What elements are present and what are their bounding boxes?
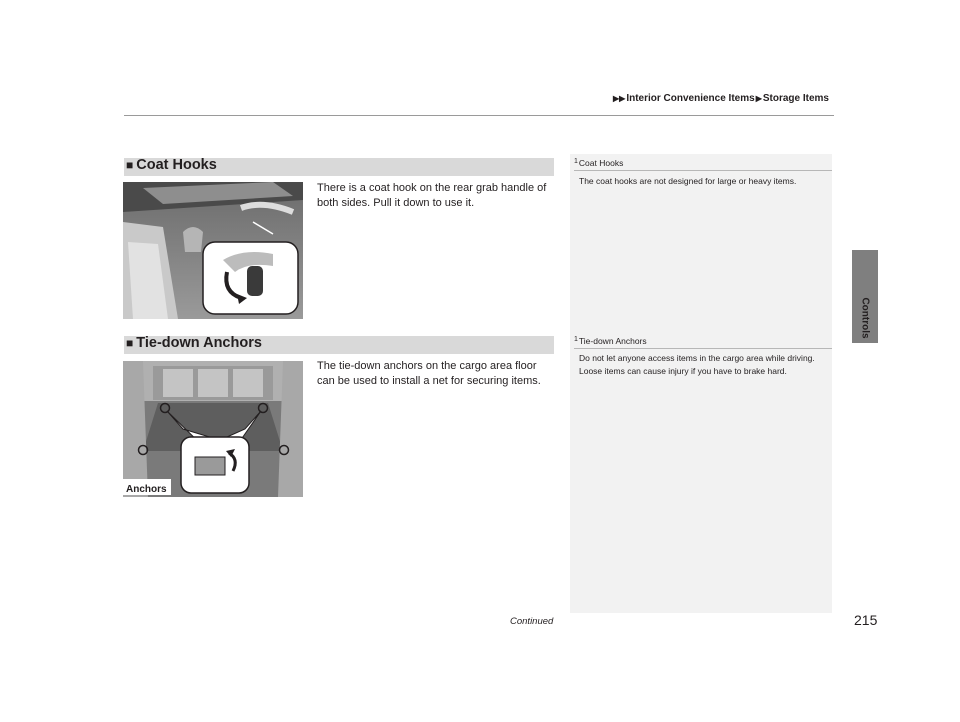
chapter-tab-label: Controls	[859, 297, 871, 339]
tie-down-anchors-illustration	[123, 361, 303, 497]
breadcrumb-item[interactable]: Storage Items	[762, 93, 829, 104]
note-heading: $^1$Coat Hooks	[574, 158, 624, 168]
page-number: 215	[854, 612, 878, 628]
continued-label: Continued	[510, 616, 554, 627]
note-heading: $^1$Tie-down Anchors	[574, 336, 647, 346]
header-divider	[124, 115, 834, 116]
section-title: ■ Coat Hooks	[126, 157, 217, 173]
note-divider	[574, 170, 832, 171]
section-title: ■ Tie-down Anchors	[126, 335, 262, 351]
note-text: The coat hooks are not designed for large or heavy items.	[579, 176, 797, 186]
arrow-icon: ▶	[755, 94, 762, 103]
note-marker: 1	[574, 336, 578, 343]
figure-label: Anchors	[126, 484, 167, 495]
square-bullet-icon: ■	[126, 158, 134, 172]
breadcrumb	[612, 93, 829, 104]
square-bullet-icon: ■	[126, 336, 134, 350]
double-arrow-icon: ▶▶	[613, 94, 626, 103]
note-divider	[574, 348, 832, 349]
note-marker: 1	[574, 158, 578, 165]
section-body: There is a coat hook on the rear grab handle of both sides. Pull it down to use it.	[317, 182, 547, 209]
section-body: The tie-down anchors on the cargo area floor can be used to install a net for securing items.	[317, 360, 541, 387]
note-text: Do not let anyone access items in the cargo area while driving. Loose items can cause injury if you have to brake hard.	[579, 353, 815, 376]
breadcrumb-item[interactable]: Interior Convenience Items	[626, 93, 755, 104]
coat-hook-illustration	[123, 182, 303, 319]
note-panel	[570, 154, 832, 613]
